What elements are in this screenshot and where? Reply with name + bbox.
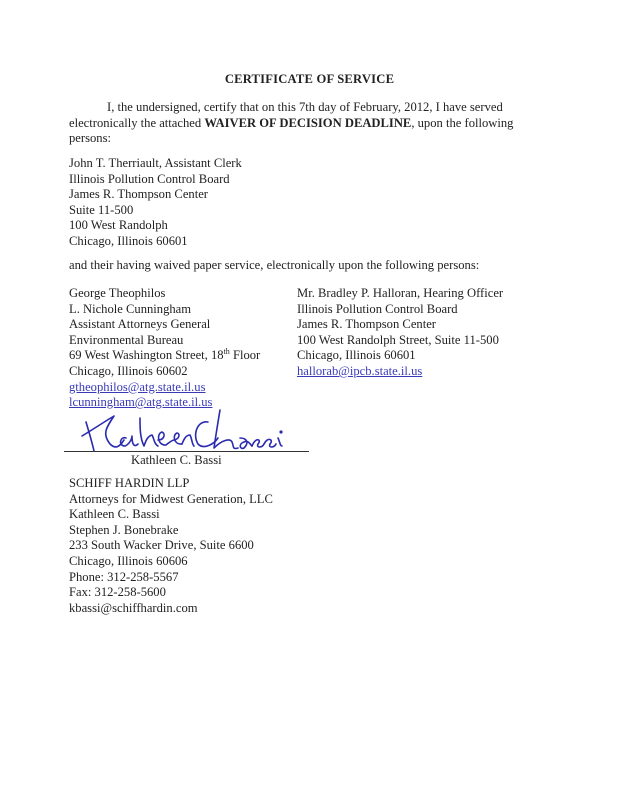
firm-signature-block: [69, 476, 273, 616]
signature-line: [64, 451, 309, 452]
firm-line: Kathleen C. Bassi: [69, 507, 160, 522]
address-line-street: 69 West Washington Street, 18th Floor: [69, 347, 261, 363]
firm-line: Chicago, Illinois 60606: [69, 553, 188, 568]
address-line: 100 West Randolph: [69, 218, 168, 233]
address-line: Mr. Bradley P. Halloran, Hearing Officer: [297, 286, 504, 300]
address-line: Chicago, Illinois 60601: [69, 233, 188, 248]
address-line: Suite 11-500: [69, 202, 134, 217]
address-line: Chicago, Illinois 60601: [297, 348, 416, 363]
waived-service-paragraph: and their having waived paper service, electronically upon the following persons:: [69, 258, 480, 272]
address-line: L. Nichole Cunningham: [69, 301, 192, 316]
email-link-theophilos[interactable]: gtheophilos@atg.state.il.us: [69, 379, 206, 394]
certification-paragraph: [69, 100, 539, 147]
intro-text-1: I, the undersigned, certify that on this 7th day of February, 2012, I have served electronically the attached: [69, 100, 503, 130]
address-line: George Theophilos: [69, 286, 166, 300]
address-line: Assistant Attorneys General: [69, 317, 211, 332]
firm-line: Attorneys for Midwest Generation, LLC: [69, 491, 273, 506]
email-link-halloran[interactable]: hallorab@ipcb.state.il.us: [297, 363, 423, 378]
left-recipient-block: [69, 286, 260, 411]
firm-phone: Phone: 312-258-5567: [69, 569, 179, 584]
address-line: James R. Thompson Center: [297, 317, 436, 332]
intro-text-2: , upon the following persons:: [69, 115, 514, 146]
address-line: James R. Thompson Center: [69, 187, 208, 202]
document-name: WAIVER OF DECISION DEADLINE: [204, 115, 412, 130]
address-line: Illinois Pollution Control Board: [297, 301, 458, 316]
firm-fax: Fax: 312-258-5600: [69, 585, 166, 600]
firm-line: 233 South Wacker Drive, Suite 6600: [69, 538, 254, 553]
address-line: Chicago, Illinois 60602: [69, 363, 188, 378]
right-recipient-block: [297, 286, 503, 380]
address-line: Illinois Pollution Control Board: [69, 171, 230, 186]
firm-line: Stephen J. Bonebrake: [69, 522, 179, 537]
email-link-cunningham[interactable]: lcunningham@atg.state.il.us: [69, 395, 213, 410]
address-line: John T. Therriault, Assistant Clerk: [69, 156, 242, 170]
address-line: 100 West Randolph Street, Suite 11-500: [297, 332, 499, 347]
address-line: Environmental Bureau: [69, 332, 184, 347]
document-title: CERTIFICATE OF SERVICE: [224, 72, 395, 86]
primary-recipient-block: [69, 156, 242, 250]
firm-name: SCHIFF HARDIN LLP: [69, 476, 190, 490]
signer-printed-name: Kathleen C. Bassi: [131, 453, 222, 467]
firm-email: kbassi@schiffhardin.com: [69, 600, 198, 615]
